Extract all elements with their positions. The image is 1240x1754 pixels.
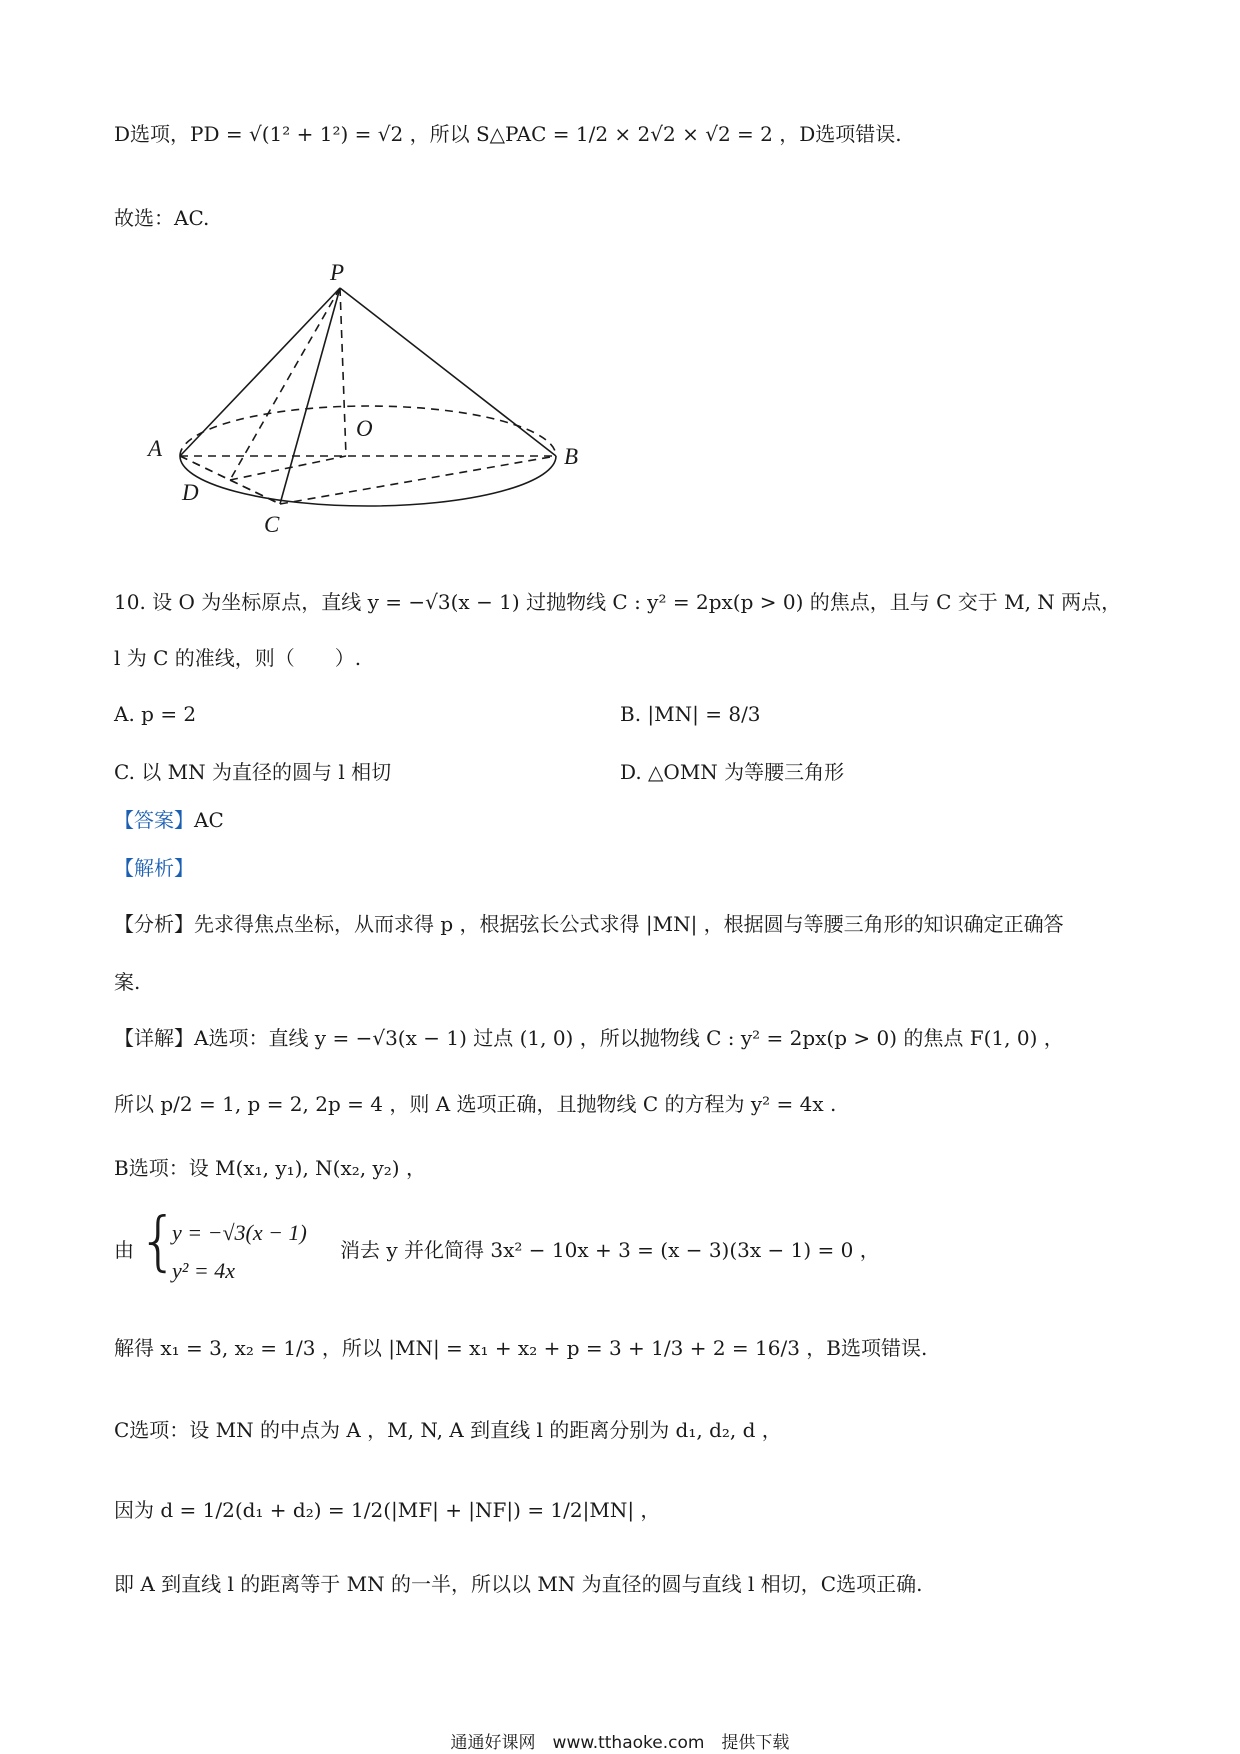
c-option-text: C选项：设 MN 的中点为 A ，M, N, A 到直线 l 的距离分别为 d₁, d₂, d ， [114,1418,782,1442]
option-b-text: B. |MN| = 8/3 [620,702,761,726]
b-option-text: B选项：设 M(x₁, y₁), N(x₂, y₂) ， [114,1156,426,1180]
system-eq-1-text: y = −√3(x − 1) [172,1220,307,1245]
option-a [114,702,196,726]
system-eq-2 [172,1258,235,1284]
label-b: B [564,444,579,469]
xiangjie-text-1: 【详解】A选项：直线 y = −√3(x − 1) 过点 (1, 0) ，所以抛物线 C : y² = 2px(p > 0) 的焦点 F(1, 0) ， [114,1026,1064,1050]
footer-text: 通通好课网 www.tthaoke.com 提供下载 [450,1733,790,1753]
answer-tag: 【答案】 [114,808,194,832]
option-c-text: C. 以 MN 为直径的圆与 l 相切 [114,760,392,784]
analysis-line [114,856,194,880]
fenxi-text-1: 【分析】先求得焦点坐标，从而求得 p ，根据弦长公式求得 |MN| ，根据圆与等腰三角形的知识确定正确答 [114,912,1064,936]
solve-line [114,1336,927,1360]
label-c: C [264,512,280,537]
q10-line-1 [114,590,1121,614]
d-option-line [114,122,902,146]
xiangjie-text-2: 所以 p/2 = 1, p = 2, 2p = 4 ，则 A 选项正确，且抛物线 C 的方程为 y² = 4x . [114,1092,837,1116]
xiangjie-line-1 [114,1026,1064,1050]
system-after-text: 消去 y 并化简得 3x² − 10x + 3 = (x − 3)(3x − 1) = 0 ， [340,1238,880,1262]
final-line [114,1572,922,1596]
system-prefix-text: 由 [114,1238,134,1262]
edge-pd [230,288,340,480]
option-d-text: D. △OMN 为等腰三角形 [620,760,845,784]
answer-line [114,808,224,832]
cone-figure [140,260,580,540]
conclusion-line [114,206,209,230]
fenxi-text-2: 案. [114,970,141,994]
base-ellipse-front [180,456,556,506]
q10-line-2 [114,646,361,670]
xiangjie-line-2 [114,1092,836,1116]
conclusion-text: 故选：AC. [114,206,210,230]
axis-po [340,288,346,456]
analysis-tag: 【解析】 [114,856,194,880]
because-line [114,1498,660,1522]
answer-value: AC [194,808,224,832]
system-eq-2-text: y² = 4x [172,1258,235,1283]
option-b [620,702,761,726]
option-c [114,760,391,784]
page-footer [0,1728,1240,1753]
label-d: D [182,480,199,505]
fenxi-line-1 [114,912,1064,936]
option-a-text: A. p = 2 [114,702,197,726]
fenxi-line-2 [114,970,140,994]
final-text: 即 A 到直线 l 的距离等于 MN 的一半，所以以 MN 为直径的圆与直线 l 相切，C选项正确. [114,1572,923,1596]
segment-cb [280,456,556,504]
option-d [620,760,844,784]
system-after [340,1238,880,1262]
solve-text: 解得 x₁ = 3, x₂ = 1/3 ，所以 |MN| = x₁ + x₂ + p = 3 + 1/3 + 2 = 16/3 ，B选项错误. [114,1336,928,1360]
q10-text-1: 10. 设 O 为坐标原点，直线 y = −√3(x − 1) 过抛物线 C : y² = 2px(p > 0) 的焦点，且与 C 交于 M, N 两点， [114,590,1122,614]
d-option-text: D选项，PD = √(1² + 1²) = √2 ，所以 S△PAC = 1/2 × 2√2 × √2 = 2 ，D选项错误. [114,122,902,146]
system-brace: { [138,1205,179,1279]
system-prefix [114,1238,134,1262]
label-o: O [356,416,373,441]
b-option-line [114,1156,426,1180]
label-a: A [148,436,163,461]
system-eq-1 [172,1220,307,1246]
label-p: P [330,260,345,285]
c-option-line [114,1418,782,1442]
q10-text-2: l 为 C 的准线，则（ ）. [114,646,362,670]
because-text: 因为 d = 1/2(d₁ + d₂) = 1/2(|MF| + |NF|) = 1/2|MN| ， [114,1498,661,1522]
